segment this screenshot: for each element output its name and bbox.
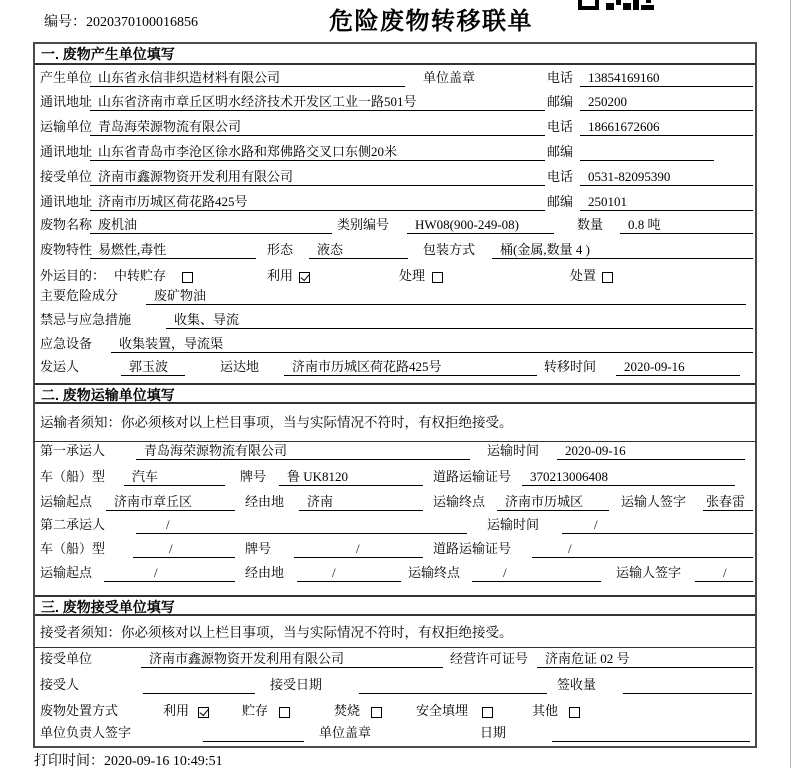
purpose-option-dispose: 处置 — [570, 268, 597, 283]
date-value — [552, 725, 750, 742]
purpose-option-utilize: 利用 — [267, 268, 294, 283]
qty-label: 数量 — [577, 217, 604, 232]
transporter-phone-label: 电话 — [547, 119, 574, 134]
end2-value: / — [472, 565, 601, 582]
receiver-address-row — [35, 194, 755, 211]
date-label: 日期 — [480, 725, 507, 740]
category-value: HW08(900-249-08) — [407, 217, 554, 234]
receiver-zip-value: 250101 — [580, 194, 753, 211]
packing-label: 包装方式 — [423, 242, 476, 257]
transporter-phone-value: 18661672606 — [580, 119, 753, 136]
page-title: 危险废物转移联单 — [329, 8, 533, 35]
producer-label: 产生单位 — [40, 70, 93, 85]
receiver-addr-value: 济南市历城区荷花路425号 — [90, 194, 545, 211]
category-label: 类别编号 — [337, 217, 390, 232]
section2-divider — [35, 441, 755, 442]
via2-label: 经由地 — [245, 565, 285, 580]
disposal-option-store: 贮存 — [242, 703, 269, 718]
disposal-option-landfill: 安全填埋 — [416, 703, 469, 718]
route1-row — [35, 494, 755, 511]
plate1-value: 鲁 UK8120 — [279, 469, 423, 486]
shipper-value: 郭玉波 — [121, 359, 185, 376]
acceptor-label: 接受人 — [40, 677, 80, 692]
section2-header: 二. 废物运输单位填写 — [35, 383, 755, 404]
transfer-time-value: 2020-09-16 — [616, 359, 740, 376]
page-edge-line — [790, 0, 791, 768]
via1-label: 经由地 — [245, 494, 285, 509]
origin2-value: / — [104, 565, 235, 582]
section3-header: 三. 废物接受单位填写 — [35, 595, 755, 616]
hazard-value: 废矿物油 — [146, 288, 746, 305]
producer-addr-value: 山东省济南市章丘区明水经济技术开发区工业一路501号 — [90, 94, 545, 111]
license2-label: 道路运输证号 — [433, 541, 512, 556]
seal-label: 单位盖章 — [423, 70, 476, 85]
print-time — [34, 750, 223, 768]
time2-value: / — [562, 517, 753, 534]
producer-row — [35, 70, 755, 87]
receiver-addr-label: 通讯地址 — [40, 194, 93, 209]
taboo-row — [35, 312, 755, 329]
sign1-label: 运输人签字 — [621, 494, 687, 509]
permit-value: 济南危证 02 号 — [537, 651, 753, 668]
receiver-notice-row — [35, 625, 755, 642]
purpose-option-treat: 处理 — [399, 268, 426, 283]
taboo-label: 禁忌与应急措施 — [40, 312, 132, 327]
qty-value: 0.8 吨 — [620, 217, 753, 234]
origin1-label: 运输起点 — [40, 494, 93, 509]
vehicle2-row — [35, 541, 755, 558]
purpose-label: 外运目的： — [40, 268, 106, 283]
carrier1-label: 第一承运人 — [40, 443, 106, 458]
vehicle1-value: 汽车 — [124, 469, 225, 486]
transfer-time-label: 转移时间 — [544, 359, 597, 374]
plate1-label: 牌号 — [240, 469, 267, 484]
shipper-label: 发运人 — [40, 359, 80, 374]
responsible-row — [35, 725, 755, 742]
hazard-row — [35, 288, 755, 305]
time1-value: 2020-09-16 — [557, 443, 745, 460]
accept-unit-row — [35, 651, 755, 668]
plate2-value: / — [294, 541, 423, 558]
end2-label: 运输终点 — [408, 565, 461, 580]
carrier2-value: / — [136, 517, 467, 534]
character-label: 废物特性 — [40, 242, 93, 257]
transporter-notice: 运输者须知：你必须核对以上栏目事项，当与实际情况不符时，有权拒绝接受。 — [40, 415, 513, 430]
via1-value: 济南 — [299, 494, 423, 511]
carrier2-label: 第二承运人 — [40, 517, 106, 532]
disposal-store-checkbox — [279, 707, 290, 718]
hazard-label: 主要危险成分 — [40, 288, 119, 303]
accept-unit-label: 接受单位 — [40, 651, 93, 666]
disposal-other-checkbox — [569, 707, 580, 718]
vehicle2-value: / — [133, 541, 235, 558]
serial-label: 编号： — [44, 15, 86, 30]
form-label: 形态 — [267, 242, 294, 257]
transporter-notice-row — [35, 415, 755, 432]
transporter-label: 运输单位 — [40, 119, 93, 134]
form-value: 液态 — [309, 242, 408, 259]
via2-value: / — [297, 565, 401, 582]
plate2-label: 牌号 — [245, 541, 272, 556]
equipment-label: 应急设备 — [40, 336, 93, 351]
sign-qty-label: 签收量 — [557, 677, 597, 692]
disposal-row — [35, 703, 755, 720]
origin2-label: 运输起点 — [40, 565, 93, 580]
origin1-value: 济南市章丘区 — [106, 494, 235, 511]
section1-header: 一. 废物产生单位填写 — [35, 44, 755, 65]
qr-code-fragment — [578, 0, 654, 10]
transfer-storage-checkbox — [182, 272, 193, 283]
carrier1-row — [35, 443, 755, 460]
responsible-label: 单位负责人签字 — [40, 725, 132, 740]
transporter-addr-label: 通讯地址 — [40, 144, 93, 159]
unit-seal-label: 单位盖章 — [319, 725, 372, 740]
purpose-row — [35, 268, 755, 285]
utilize-checkbox-checked — [299, 272, 310, 283]
serial-number — [44, 11, 198, 31]
accept-date-label: 接受日期 — [270, 677, 323, 692]
sign-qty-value — [623, 677, 752, 694]
disposal-utilize-checkbox-checked — [198, 707, 209, 718]
waste-name-label: 废物名称 — [40, 217, 93, 232]
carrier1-value: 青岛海荣源物流有限公司 — [136, 443, 470, 460]
character-value: 易燃性,毒性 — [90, 242, 256, 259]
purpose-option-transfer-storage: 中转贮存 — [114, 268, 167, 283]
print-time-value: 2020-09-16 10:49:51 — [104, 754, 223, 768]
sign2-label: 运输人签字 — [616, 565, 682, 580]
time1-label: 运输时间 — [487, 443, 540, 458]
producer-addr-label: 通讯地址 — [40, 94, 93, 109]
manifest-form — [33, 42, 757, 748]
disposal-option-incinerate: 焚烧 — [334, 703, 361, 718]
dest-value: 济南市历城区荷花路425号 — [284, 359, 537, 376]
treat-checkbox — [432, 272, 443, 283]
transporter-zip-value — [580, 144, 714, 161]
permit-label: 经营许可证号 — [450, 651, 529, 666]
carrier2-row — [35, 517, 755, 534]
end1-value: 济南市历城区 — [497, 494, 609, 511]
producer-zip-value: 250200 — [580, 94, 753, 111]
time2-label: 运输时间 — [487, 517, 540, 532]
responsible-sign-value — [203, 725, 304, 742]
sign1-value: 张春雷 — [703, 494, 753, 511]
acceptor-value — [143, 677, 255, 694]
accept-date-value — [359, 677, 547, 694]
equipment-value: 收集装置，导流渠 — [111, 336, 753, 353]
sign2-value: / — [695, 565, 753, 582]
license2-value: / — [532, 541, 753, 558]
transporter-address-row — [35, 144, 755, 161]
receiver-phone-value: 0531-82095390 — [580, 169, 753, 186]
acceptor-row — [35, 677, 755, 694]
accept-unit-value: 济南市鑫源物资开发利用有限公司 — [141, 651, 443, 668]
disposal-label: 废物处置方式 — [40, 703, 119, 718]
receiver-value: 济南市鑫源物资开发利用有限公司 — [90, 169, 545, 186]
transporter-row — [35, 119, 755, 136]
producer-value: 山东省永信非织造材料有限公司 — [90, 70, 405, 87]
producer-phone-value: 13854169160 — [580, 70, 753, 87]
receiver-notice: 接受者须知：你必须核对以上栏目事项，当与实际情况不符时，有权拒绝接受。 — [40, 625, 513, 640]
receiver-row — [35, 169, 755, 186]
transporter-zip-label: 邮编 — [547, 144, 574, 159]
section3-divider — [35, 647, 755, 648]
shipper-row — [35, 359, 755, 376]
waste-name-row — [35, 217, 755, 234]
vehicle1-label: 车（船）型 — [40, 469, 106, 484]
end1-label: 运输终点 — [433, 494, 486, 509]
producer-address-row — [35, 94, 755, 111]
transporter-addr-value: 山东省青岛市李沧区徐水路和郑佛路交叉口东侧20米 — [90, 144, 545, 161]
transporter-value: 青岛海荣源物流有限公司 — [90, 119, 545, 136]
equipment-row — [35, 336, 755, 353]
license1-label: 道路运输证号 — [433, 469, 512, 484]
dispose-checkbox — [602, 272, 613, 283]
producer-zip-label: 邮编 — [547, 94, 574, 109]
disposal-incinerate-checkbox — [371, 707, 382, 718]
route2-row — [35, 565, 755, 582]
packing-value: 桶(金属,数量 4 ) — [492, 242, 753, 259]
dest-label: 运达地 — [220, 359, 260, 374]
waste-name-value: 废机油 — [90, 217, 332, 234]
disposal-option-utilize: 利用 — [163, 703, 190, 718]
producer-phone-label: 电话 — [547, 70, 574, 85]
vehicle1-row — [35, 469, 755, 486]
disposal-landfill-checkbox — [482, 707, 493, 718]
vehicle2-label: 车（船）型 — [40, 541, 106, 556]
disposal-option-other: 其他 — [532, 703, 559, 718]
serial-value: 2020370100016856 — [86, 15, 198, 30]
taboo-value: 收集、导流 — [166, 312, 753, 329]
print-time-label: 打印时间： — [34, 754, 104, 768]
receiver-label: 接受单位 — [40, 169, 93, 184]
waste-character-row — [35, 242, 755, 259]
license1-value: 370213006408 — [522, 469, 735, 486]
receiver-zip-label: 邮编 — [547, 194, 574, 209]
receiver-phone-label: 电话 — [547, 169, 574, 184]
